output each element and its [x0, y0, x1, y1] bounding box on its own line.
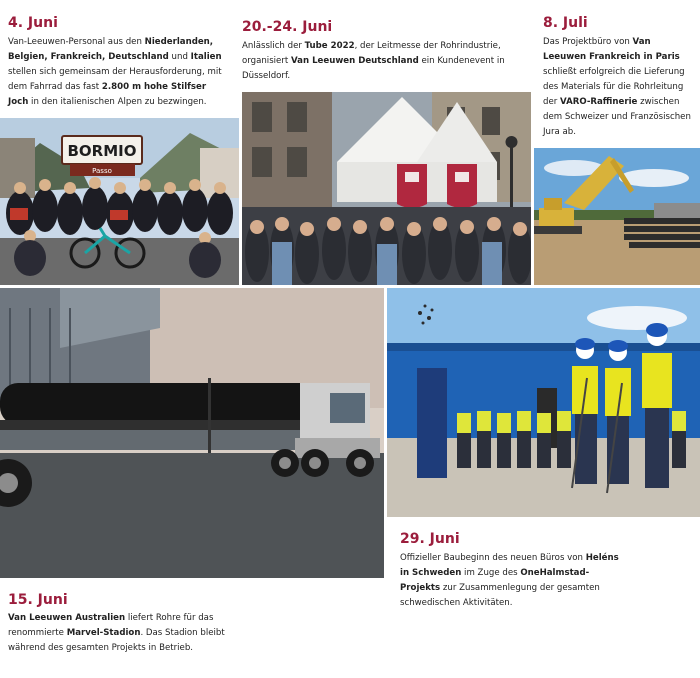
bold-text-run: Tube 2022: [304, 41, 355, 51]
date-4-juni: 4. Juni: [8, 15, 58, 31]
date-8-juli: 8. Juli: [543, 15, 588, 31]
text-run: Das Projektbüro von: [543, 37, 633, 47]
text-run: ein Kundenevent in Düsseldorf.: [242, 56, 505, 81]
entry-text-29-juni: [400, 551, 625, 611]
date-20-24-juni: 20.-24. Juni: [242, 19, 333, 35]
text-run: Offizieller Baubeginn des neuen Büros von: [400, 553, 586, 563]
bold-text-run: 2.800 m hohe Stilfser Joch: [8, 82, 207, 107]
text-run: schließt erfolgreich die Lieferung des Materials für die Rohrleitung der: [543, 67, 685, 107]
text-run: . Das Stadion bleibt während des gesamten Projekts in Betrieb.: [8, 628, 225, 653]
bold-text-run: OneHalmstad-Projekts: [400, 568, 590, 593]
text-run: in den italienischen Alpen zu bezwingen.: [28, 97, 207, 107]
bormio-sub-text: Passo: [92, 167, 112, 175]
bold-text-run: Van Leeuwen Frankreich in Paris: [543, 37, 680, 62]
text-run: , der Leitmesse der Rohrindustrie, organisiert: [242, 41, 501, 66]
entry-text-20-24-juni: [242, 39, 517, 84]
bormio-sign-text: BORMIO: [67, 142, 137, 160]
photo-cyclists-bormio: [0, 118, 239, 285]
photo-groundbreaking-sweden: [387, 288, 700, 517]
bold-text-run: Italien: [190, 52, 222, 62]
bold-text-run: Van Leeuwen Australien: [8, 613, 126, 623]
date-15-juni: 15. Juni: [8, 592, 68, 608]
text-run: zur Zusammenlegung der gesamten schwedischen Aktivitäten.: [400, 583, 600, 608]
photo-excavator-pipes: [534, 148, 700, 285]
bold-text-run: Niederlanden, Belgien, Frankreich, Deutschland: [8, 37, 214, 62]
bold-text-run: Marvel-Stadion: [66, 628, 141, 638]
bold-text-run: Van Leeuwen Deutschland: [290, 56, 419, 66]
text-run: zwischen dem Schweizer und Französischen Jura ab.: [543, 97, 691, 137]
photo-truck-pipe: [0, 288, 384, 578]
text-run: im Zuge des: [461, 568, 521, 578]
date-29-juni: 29. Juni: [400, 531, 460, 547]
text-run: liefert Rohre für das renommierte: [8, 613, 214, 638]
text-run: Anlässlich der: [242, 41, 305, 51]
entry-text-8-juli: [543, 35, 693, 140]
entry-text-4-juni: [8, 35, 223, 110]
bold-text-run: VARO-Raffinerie: [560, 97, 638, 107]
entry-text-15-juni: [8, 611, 233, 656]
text-run: stellen sich gemeinsam der Herausforderung, mit dem Fahrrad das fast: [8, 67, 222, 92]
text-run: und: [168, 52, 191, 62]
photo-duesseldorf-event: [242, 92, 531, 285]
text-run: Van-Leeuwen-Personal aus den: [8, 37, 145, 47]
bold-text-run: Heléns in Schweden: [400, 553, 619, 578]
